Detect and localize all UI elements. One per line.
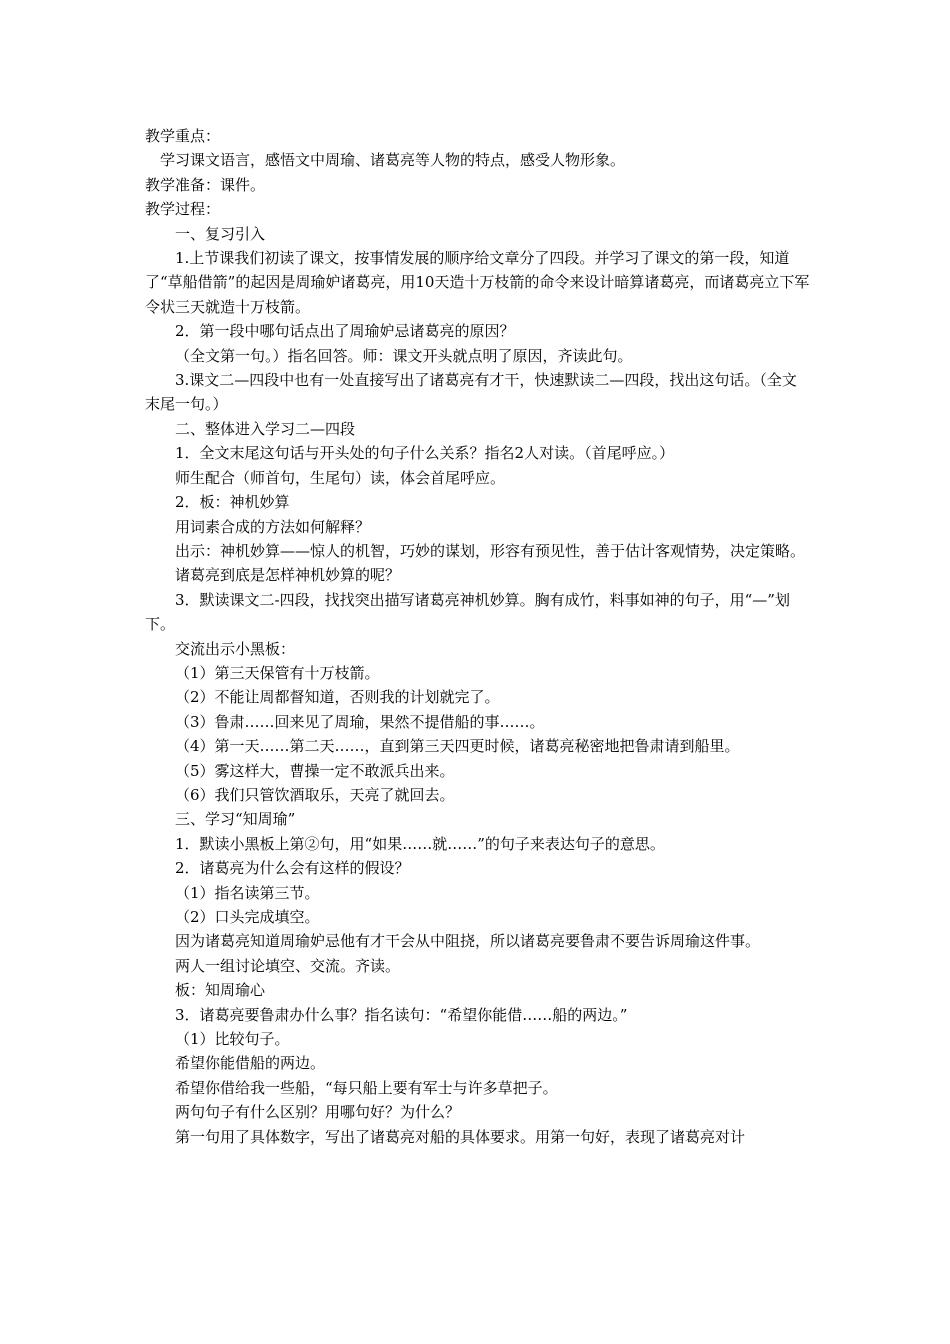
- paragraph: 1.上节课我们初读了课文，按事情发展的顺序给文章分了四段。并学习了课文的第一段，知道了“草船借箭”的起因是周瑜妒诸葛亮，用10天造十万枝箭的命令来设计暗算诸葛亮，而诸葛亮立下军令状三天就造十万枝箭。: [145, 249, 810, 316]
- paragraph: 3．默读课文二-四段，找找突出描写诸葛亮神机妙算。胸有成竹，料事如神的句子，用“—”划下。: [145, 590, 790, 634]
- paragraph: （1）比较句子。: [175, 1030, 290, 1049]
- paragraph: 学习课文语言，感悟文中周瑜、诸葛亮等人物的特点，感受人物形象。: [160, 151, 626, 170]
- document-body: [145, 124, 810, 1149]
- paragraph: 出示：神机妙算——惊人的机智，巧妙的谋划，形容有预见性，善于估计客观情势，决定策略。: [175, 541, 806, 560]
- paragraph: （2）口头完成填空。: [175, 908, 320, 926]
- paragraph: 三、学习“知周瑜”: [175, 810, 296, 829]
- paragraph: 1．默读小黑板上第②句，用“如果……就……”的句子来表达句子的意思。: [175, 834, 665, 853]
- paragraph: 2．板：神机妙算: [175, 493, 290, 512]
- paragraph: （2）不能让周都督知道，否则我的计划就完了。: [175, 688, 500, 707]
- paragraph: （全文第一句。）指名回答。师：课文开头就点明了原因，齐读此句。: [175, 346, 633, 365]
- paragraph: 3．诸葛亮要鲁肃办什么事？指名读句：“希望你能借……船的两边。”: [175, 1005, 628, 1024]
- paragraph: （5）雾这样大，曹操一定不敢派兵出来。: [175, 761, 455, 780]
- paragraph: 师生配合（师首句，生尾句）读，体会首尾呼应。: [175, 468, 506, 487]
- paragraph: 一、复习引入: [175, 224, 266, 243]
- paragraph: 教学准备：课件。: [145, 175, 266, 194]
- paragraph: （4）第一天……第二天……，直到第三天四更时候，诸葛亮秘密地把鲁肃请到船里。: [175, 737, 740, 756]
- paragraph: 1．全文末尾这句话与开头处的句子什么关系？指名2人对读。（首尾呼应。）: [175, 444, 675, 463]
- paragraph: 教学重点：: [145, 127, 221, 145]
- paragraph: （1）指名读第三节。: [175, 883, 320, 902]
- paragraph: （6）我们只管饮酒取乐，天亮了就回去。: [175, 785, 455, 804]
- paragraph: 诸葛亮到底是怎样神机妙算的呢？: [175, 566, 401, 585]
- paragraph: 两人一组讨论填空、交流。齐读。: [175, 956, 401, 975]
- paragraph: 交流出示小黑板：: [175, 639, 296, 658]
- paragraph: 希望你借给我一些船，“每只船上要有军士与许多草把子。: [175, 1078, 558, 1097]
- paragraph: （3）鲁肃……回来见了周瑜，果然不提借船的事……。: [175, 712, 545, 731]
- paragraph: 因为诸葛亮知道周瑜妒忌他有才干会从中阻挠，所以诸葛亮要鲁肃不要告诉周瑜这件事。: [175, 932, 761, 951]
- paragraph: 教学过程：: [145, 200, 221, 219]
- paragraph: 两句句子有什么区别？用哪句好？为什么？: [175, 1103, 461, 1122]
- paragraph: 2．第一段中哪句话点出了周瑜妒忌诸葛亮的原因？: [175, 322, 515, 341]
- paragraph: （1）第三天保管有十万枝箭。: [175, 663, 380, 682]
- paragraph: 2．诸葛亮为什么会有这样的假设？: [175, 859, 410, 878]
- paragraph: 第一句用了具体数字，写出了诸葛亮对船的具体要求。用第一句好，表现了诸葛亮对计: [175, 1127, 746, 1146]
- paragraph: 3.课文二—四段中也有一处直接写出了诸葛亮有才干，快速默读二—四段，找出这句话。（全文末尾一句。）: [145, 371, 797, 414]
- paragraph: 希望你能借船的两边。: [175, 1054, 326, 1073]
- paragraph: 二、整体进入学习二—四段: [175, 419, 356, 438]
- paragraph: 用词素合成的方法如何解释？: [175, 517, 371, 536]
- paragraph: 板：知周瑜心: [175, 981, 266, 1000]
